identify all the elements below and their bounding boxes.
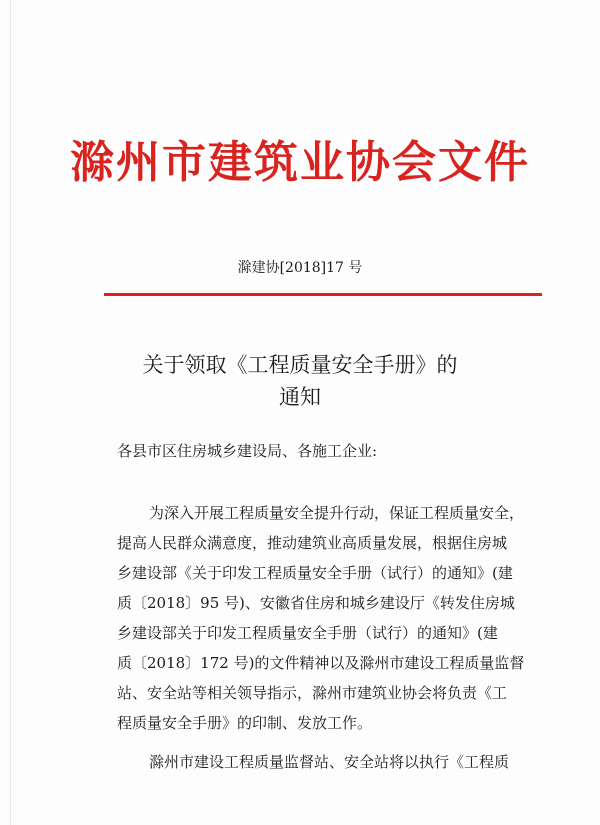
recipients-line: 各县市区住房城乡建设局、各施工企业: bbox=[117, 442, 378, 460]
paragraph-line: 为深入开展工程质量安全提升行动，保证工程质量安全， bbox=[149, 504, 525, 522]
paragraph-line: 质〔2018〕172 号)的文件精神以及滁州市建设工程质量监督 bbox=[117, 654, 525, 672]
document-number: 滁建协[2018]17 号 bbox=[237, 260, 363, 276]
paragraph-line: 提高人民群众满意度，推动建筑业高质量发展，根据住房城 bbox=[117, 534, 508, 552]
header-divider-rule bbox=[104, 293, 542, 296]
notice-title-line-2: 通知 bbox=[279, 385, 321, 409]
paragraph-line: 乡建设部关于印发工程质量安全手册（试行）的通知》(建 bbox=[117, 624, 498, 642]
notice-title-line-1: 关于领取《工程质量安全手册》的 bbox=[142, 353, 458, 377]
notice-title bbox=[0, 349, 600, 413]
document-header-title: 滁州市建筑业协会文件 bbox=[70, 137, 530, 188]
body-paragraph-1 bbox=[117, 498, 547, 738]
body-paragraph-2: 滁州市建设工程质量监督站、安全站将以执行《工程质 bbox=[149, 753, 510, 771]
paragraph-line: 程质量安全手册》的印制、发放工作。 bbox=[117, 714, 373, 732]
paragraph-line: 质〔2018〕95 号)、安徽省住房和城乡建设厅《转发住房城 bbox=[117, 594, 515, 612]
paragraph-line: 乡建设部《关于印发工程质量安全手册（试行）的通知》(建 bbox=[117, 564, 513, 582]
paragraph-line: 站、安全站等相关领导指示，滁州市建筑业协会将负责《工 bbox=[117, 684, 508, 702]
